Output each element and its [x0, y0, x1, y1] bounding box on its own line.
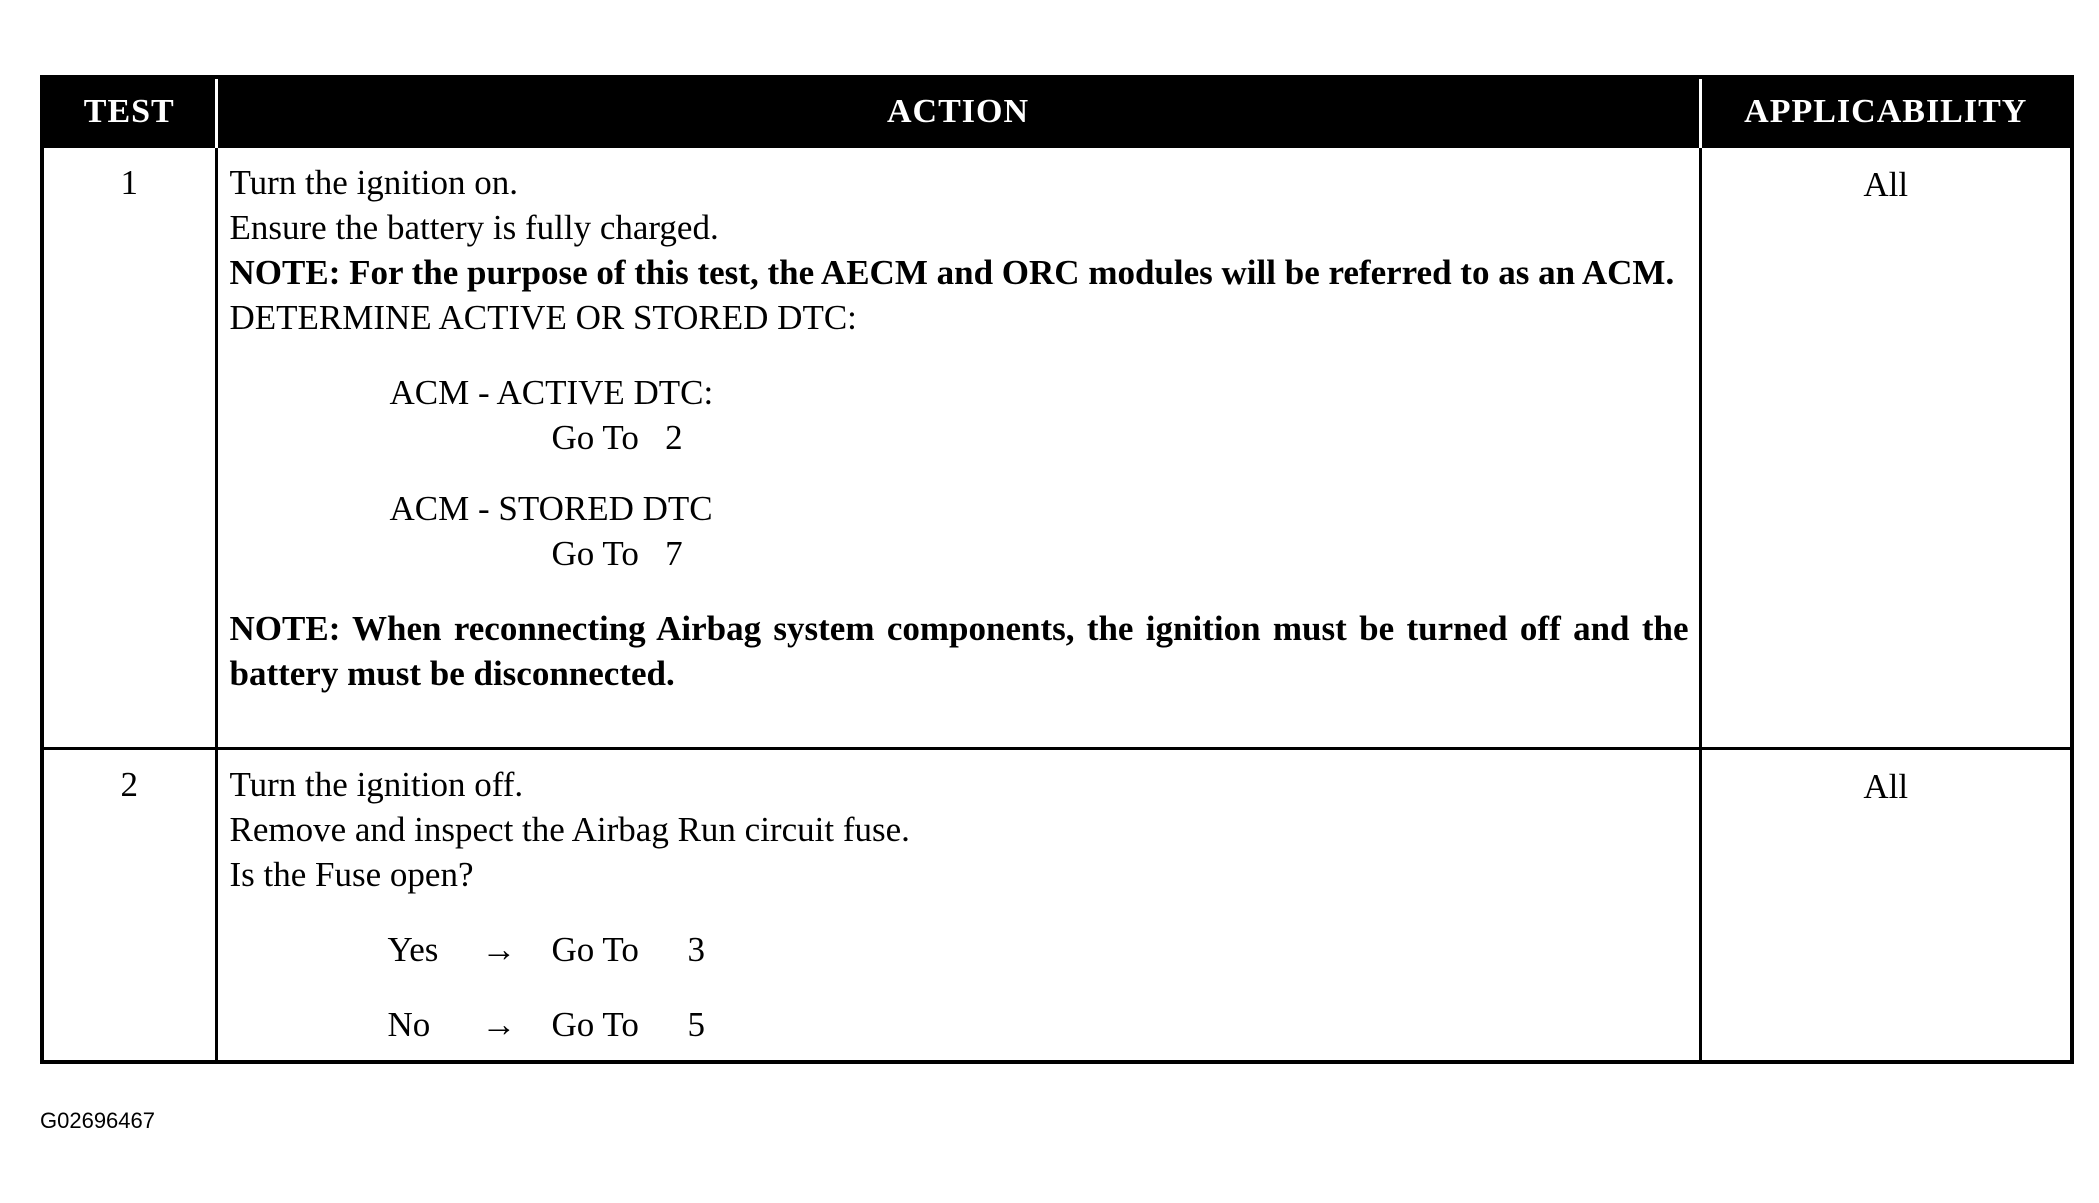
goto-text: Go To	[551, 534, 639, 573]
goto-number: 2	[665, 418, 683, 457]
option-label: ACM - ACTIVE DTC:	[389, 373, 714, 412]
header-applicability: APPLICABILITY	[1700, 77, 2072, 147]
goto-number: 3	[687, 930, 705, 969]
header-action: ACTION	[216, 77, 1700, 147]
header-test: TEST	[42, 77, 216, 147]
goto-number: 7	[665, 534, 683, 573]
note-text: NOTE: For the purpose of this test, the AECM and ORC modules will be referred to as an ACM.	[229, 253, 1675, 292]
action-line: Turn the ignition on.	[229, 163, 518, 202]
option-label: ACM - STORED DTC	[389, 489, 713, 528]
goto-instruction	[230, 531, 1689, 576]
action-line: Turn the ignition off.	[229, 765, 524, 804]
determine-text: DETERMINE ACTIVE OR STORED DTC:	[229, 298, 857, 337]
right-arrow-icon: →	[481, 1005, 517, 1044]
question-text: Is the Fuse open?	[229, 855, 474, 894]
goto-text: Go To	[551, 418, 639, 457]
header-row	[42, 77, 2072, 147]
goto-instruction	[230, 415, 1689, 460]
answer-label: No	[387, 1005, 431, 1044]
answer-row	[230, 1002, 1689, 1047]
test-number: 2	[42, 749, 216, 1062]
action-cell	[216, 147, 1700, 749]
note-text: NOTE: When reconnecting Airbag system components, the ignition must be turned off and the battery must be disconnected.	[229, 609, 1689, 693]
table-row	[42, 147, 2072, 749]
figure-id: G02696467	[40, 1108, 155, 1133]
action-line: Remove and inspect the Airbag Run circuit fuse.	[229, 810, 910, 849]
answer-row	[230, 927, 1689, 972]
table-row	[42, 749, 2072, 1062]
action-line: Ensure the battery is fully charged.	[229, 208, 719, 247]
applicability-value: All	[1700, 147, 2072, 749]
applicability-value: All	[1700, 749, 2072, 1062]
goto-number: 5	[687, 1005, 705, 1044]
goto-text: Go To	[551, 1005, 639, 1044]
action-cell	[216, 749, 1700, 1062]
answer-label: Yes	[387, 930, 439, 969]
test-number: 1	[42, 147, 216, 749]
diagnostic-test-table	[40, 75, 2074, 1064]
right-arrow-icon: →	[481, 930, 517, 969]
goto-text: Go To	[551, 930, 639, 969]
